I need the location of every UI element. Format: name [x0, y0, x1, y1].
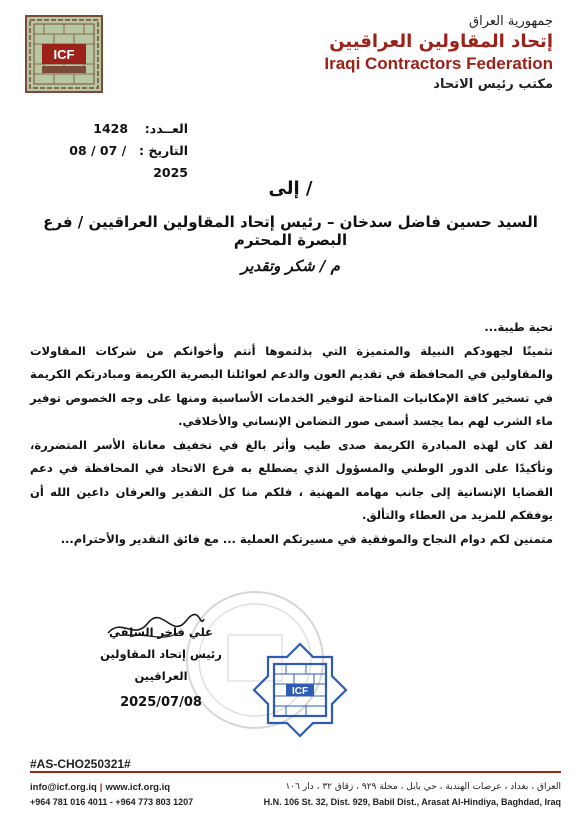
closing-line: متمنين لكم دوام النجاح والموفقية في مسيرتكم العملية ... مع فائق التقدير والأحترام... — [60, 531, 553, 546]
footer-contact — [30, 782, 170, 793]
svg-text:ICF: ICF — [53, 47, 75, 62]
letterhead — [324, 14, 553, 92]
footer-address-ar: العراق ، بغداد ، عرصات الهندية ، حي بابل ، محلة ٩٢٩ ، زقاق ٣٢ ، دار ١٠٦ — [285, 782, 561, 792]
reference-date-value: 08 / 07 / 2025 — [69, 143, 188, 180]
footer-website[interactable]: www.icf.org.iq — [105, 782, 171, 793]
footer-separator: | — [99, 782, 103, 793]
body-paragraph-1: تثمينًا لجهودكم النبيلة والمتميزة التي بذلتموها أنتم وأخوانكم من شركات المقاولات والمقاولين في المحافظة في تقديم العون والدعم لعوائلنا البصرية الكريمة ومبادرتكم الكريمة في تسخير كافة الإمكانيات المتاحة لتوفير الخدمات الأساسية ومنها على وجه الخصوص توفير ماء الشرب لهم بما يجسد أسمى صور التضامن الإنساني والأخلاقي. — [30, 343, 553, 428]
federation-logo — [20, 10, 108, 98]
footer-email[interactable]: info@icf.org.iq — [30, 782, 97, 793]
subject-line: م / شكر وتقدير — [241, 257, 340, 275]
body-paragraph-2: لقد كان لهذه المبادرة الكريمة صدى طيب وأثر بالغ في تخفيف معاناة الأسر المتضررة، وتأكيدًا على الدور الوطني والمسؤول الذي يضطلع به فرع الاتحاد في المحافظة في دعم القضايا الإنسانية إلى جانب مهامه المهنية ، فلكم منا كل التقدير والعرفان داعين الله أن يوفقكم للمزيد من العطاء والتألق. — [30, 437, 553, 522]
federation-name-en: Iraqi Contractors Federation — [324, 54, 553, 73]
reference-date — [38, 140, 188, 180]
addressee: السيد حسين فاضل سدخان – رئيس إتحاد المقاولين العراقيين / فرع البصرة المحترم — [43, 213, 538, 249]
letter-body — [30, 316, 553, 551]
footer-divider — [30, 771, 561, 773]
signatory-title: رئيس إتحاد المقاولين العراقيين — [100, 647, 222, 683]
signature-block — [96, 621, 226, 714]
reference-number-value: 1428 — [93, 121, 129, 136]
reference-number-label: العــدد: — [144, 121, 188, 136]
office-name: مكتب رئيس الاتحاد — [433, 77, 553, 92]
svg-text:ICF: ICF — [291, 686, 309, 697]
reference-date-label: التاريخ : — [138, 143, 188, 158]
signatory-name: علي فاخر السلفي — [108, 625, 214, 639]
reference-number — [38, 118, 188, 140]
recipient-prefix: إلى / — [268, 178, 313, 199]
country-name: جمهورية العراق — [469, 14, 553, 29]
footer-address-en: H.N. 106 St. 32, Dist. 929, Babil Dist., Arasat Al-Hindiya, Baghdad, Iraq — [263, 797, 561, 807]
footer-phones: +964 781 016 4011 - +964 773 803 1207 — [30, 797, 194, 807]
greeting: تحية طيبة... — [484, 320, 553, 334]
document-number: #AS-CHO250321# — [30, 757, 131, 771]
official-stamp — [250, 640, 350, 740]
signature-date: 2025/07/08 — [120, 695, 202, 710]
federation-name-ar: إتحاد المقاولين العراقيين — [329, 31, 553, 52]
reference-block — [38, 118, 188, 180]
